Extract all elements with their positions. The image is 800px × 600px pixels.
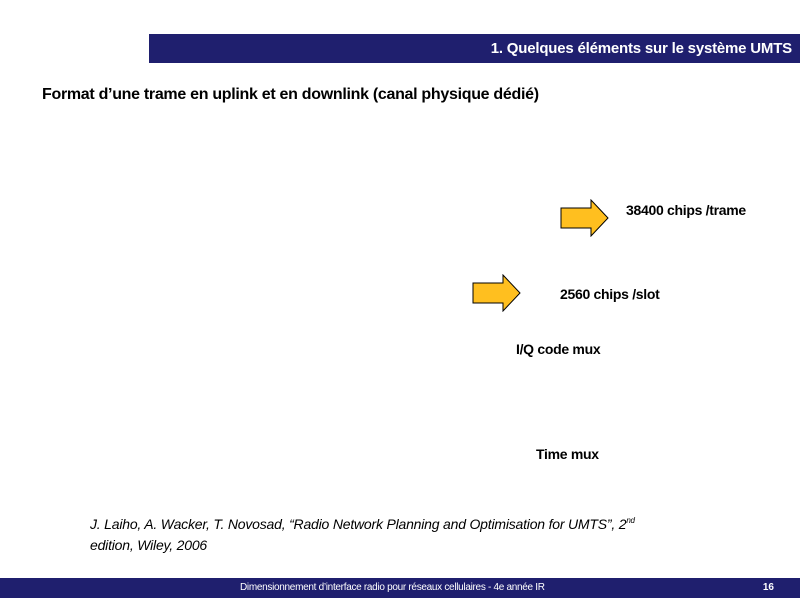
header-title: 1. Quelques éléments sur le système UMTS [490, 40, 792, 57]
slot-chips-label: 2560 chips /slot [560, 286, 660, 302]
right-arrow-icon [472, 274, 522, 312]
slide-title: Format d’une trame en uplink et en downlink (canal physique dédié) [42, 86, 539, 103]
header-bar [149, 34, 800, 63]
page-number: 16 [762, 582, 774, 593]
iq-code-mux-label: I/Q code mux [516, 341, 601, 357]
footer-text: Dimensionnement d’interface radio pour réseaux cellulaires - 4e année IR [240, 582, 545, 593]
reference-text: J. Laiho, A. Wacker, T. Novosad, “Radio Network Planning and Optimisation for UMTS”, 2 [90, 516, 627, 532]
reference-citation [90, 510, 700, 556]
reference-line2: edition, Wiley, 2006 [90, 537, 208, 553]
reference-superscript: nd [626, 516, 635, 525]
time-mux-label: Time mux [536, 446, 599, 462]
right-arrow-icon [560, 199, 610, 237]
frame-chips-label: 38400 chips /trame [626, 202, 746, 218]
footer-bar [0, 578, 800, 598]
